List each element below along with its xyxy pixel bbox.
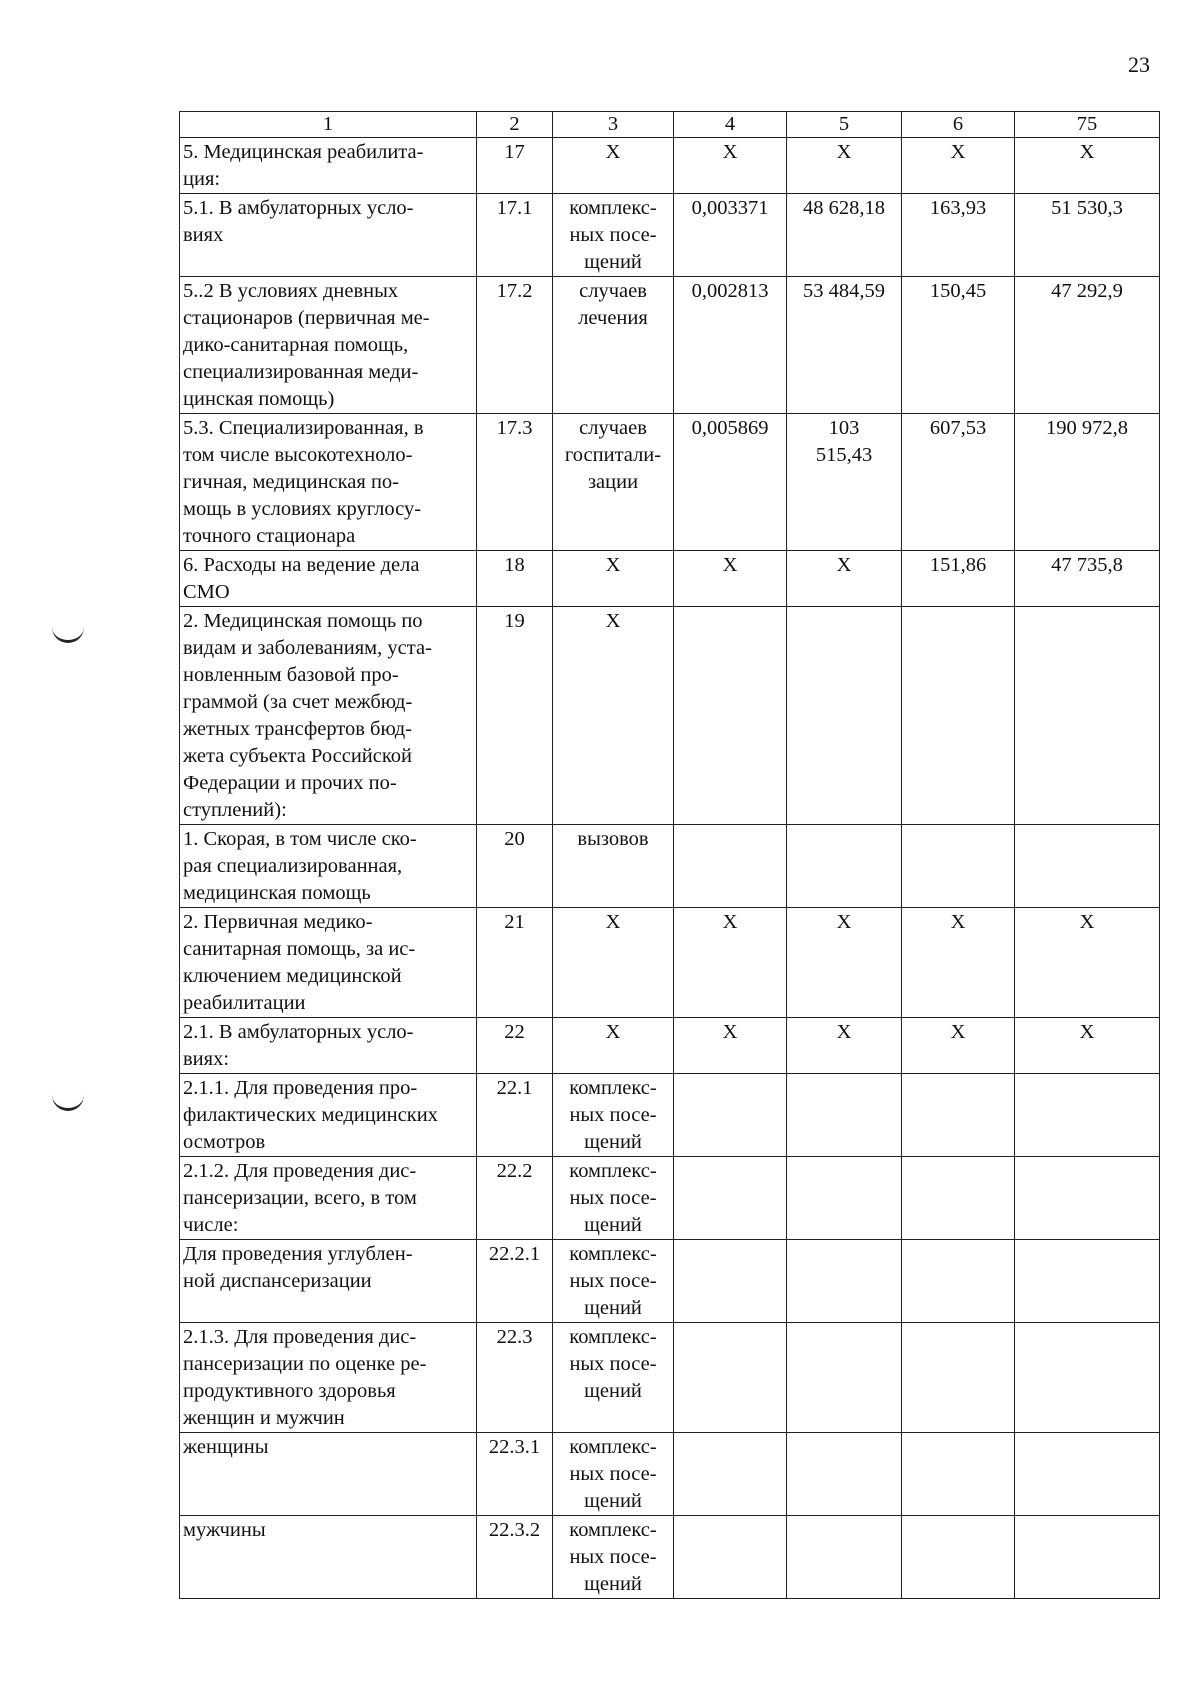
table-row [180,414,1160,551]
unit-cell: случаев лечения [553,277,674,414]
row-number-cell: 22.3.1 [477,1433,553,1516]
indicator-name-cell: 2.1.2. Для проведения дис- пансеризации, всего, в том числе: [180,1157,477,1240]
row-number-cell: 17.1 [477,194,553,277]
value-cell: X [787,138,902,194]
value-cell: 0,003371 [674,194,787,277]
value-cell: X [674,138,787,194]
row-number-cell: 22.2.1 [477,1240,553,1323]
indicator-name-cell: мужчины [180,1516,477,1599]
value-cell [674,825,787,908]
value-cell [787,1433,902,1516]
value-cell [674,1074,787,1157]
unit-cell: комплекс- ных посе- щений [553,1074,674,1157]
value-cell: 151,86 [902,551,1015,607]
value-cell [787,1240,902,1323]
value-cell: X [902,908,1015,1018]
table-row [180,607,1160,825]
value-cell [674,1323,787,1433]
row-number-cell: 22.3.2 [477,1516,553,1599]
value-cell: 150,45 [902,277,1015,414]
header-cell: 3 [553,112,674,138]
value-cell: X [674,1018,787,1074]
value-cell: 607,53 [902,414,1015,551]
value-cell [674,1433,787,1516]
unit-cell: вызовов [553,825,674,908]
header-cell: 4 [674,112,787,138]
table-row [180,1074,1160,1157]
page-number: 23 [1128,52,1150,77]
value-cell: X [674,908,787,1018]
value-cell [1015,1240,1160,1323]
indicator-name-cell: 2. Медицинская помощь по видам и заболеваниям, уста- новленным базовой про- граммой (за счет межбюд- жетных трансфертов бюд- жета субъекта Российской Федерации и прочих по- ступлений): [180,607,477,825]
row-number-cell: 17.2 [477,277,553,414]
row-number-cell: 17 [477,138,553,194]
table-row [180,1240,1160,1323]
row-number-cell: 22 [477,1018,553,1074]
indicator-name-cell: 2.1.3. Для проведения дис- пансеризации по оценке ре- продуктивного здоровья женщин и мужчин [180,1323,477,1433]
row-number-cell: 18 [477,551,553,607]
row-number-cell: 22.1 [477,1074,553,1157]
value-cell [1015,825,1160,908]
value-cell [787,1516,902,1599]
indicator-name-cell: 5.1. В амбулаторных усло- виях [180,194,477,277]
value-cell: X [787,908,902,1018]
value-cell [1015,1516,1160,1599]
unit-cell: комплекс- ных посе- щений [553,1240,674,1323]
table-row [180,1516,1160,1599]
value-cell [902,1157,1015,1240]
value-cell: 47 735,8 [1015,551,1160,607]
header-cell: 6 [902,112,1015,138]
value-cell [787,1157,902,1240]
unit-cell: комплекс- ных посе- щений [553,1433,674,1516]
value-cell: X [902,138,1015,194]
value-cell: 0,002813 [674,277,787,414]
unit-cell: комплекс- ных посе- щений [553,194,674,277]
row-number-cell: 19 [477,607,553,825]
value-cell [1015,1157,1160,1240]
margin-mark-icon [52,626,84,643]
indicator-name-cell: женщины [180,1433,477,1516]
row-number-cell: 22.2 [477,1157,553,1240]
header-cell: 75 [1015,112,1160,138]
table-row [180,138,1160,194]
value-cell [902,1240,1015,1323]
indicator-name-cell: 5.3. Специализированная, в том числе высокотехноло- гичная, медицинская по- мощь в условиях круглосу- точного стационара [180,414,477,551]
value-cell [787,825,902,908]
indicator-name-cell: 5. Медицинская реабилита- ция: [180,138,477,194]
value-cell [1015,607,1160,825]
unit-cell: X [553,908,674,1018]
unit-cell: X [553,138,674,194]
value-cell [1015,1074,1160,1157]
value-cell [674,607,787,825]
table-row [180,277,1160,414]
table-row [180,194,1160,277]
value-cell [902,607,1015,825]
header-cell: 5 [787,112,902,138]
value-cell: 163,93 [902,194,1015,277]
table-header-row [180,112,1160,138]
unit-cell: комплекс- ных посе- щений [553,1516,674,1599]
value-cell [902,1433,1015,1516]
indicator-name-cell: 5..2 В условиях дневных стационаров (первичная ме- дико-санитарная помощь, специализированная меди- цинская помощь) [180,277,477,414]
indicator-name-cell: 2.1. В амбулаторных усло- виях: [180,1018,477,1074]
value-cell: 53 484,59 [787,277,902,414]
indicator-name-cell: Для проведения углублен- ной диспансеризации [180,1240,477,1323]
value-cell [787,1323,902,1433]
value-cell: X [902,1018,1015,1074]
unit-cell: комплекс- ных посе- щений [553,1157,674,1240]
value-cell: 51 530,3 [1015,194,1160,277]
indicator-name-cell: 2.1.1. Для проведения про- филактических медицинских осмотров [180,1074,477,1157]
value-cell: 48 628,18 [787,194,902,277]
value-cell [902,1516,1015,1599]
table-row [180,1323,1160,1433]
table-row [180,1157,1160,1240]
value-cell [674,1157,787,1240]
row-number-cell: 21 [477,908,553,1018]
value-cell [902,825,1015,908]
value-cell: 103 515,43 [787,414,902,551]
header-cell: 1 [180,112,477,138]
value-cell: X [1015,138,1160,194]
header-cell: 2 [477,112,553,138]
value-cell: X [787,1018,902,1074]
value-cell [902,1074,1015,1157]
indicator-name-cell: 2. Первичная медико- санитарная помощь, за ис- ключением медицинской реабилитации [180,908,477,1018]
value-cell [674,1240,787,1323]
value-cell [787,1074,902,1157]
indicator-name-cell: 1. Скорая, в том числе ско- рая специализированная, медицинская помощь [180,825,477,908]
table-row [180,551,1160,607]
value-cell [787,607,902,825]
table-row [180,825,1160,908]
margin-mark-icon [52,1094,84,1111]
value-cell [1015,1433,1160,1516]
row-number-cell: 20 [477,825,553,908]
value-cell: X [1015,908,1160,1018]
value-cell: 47 292,9 [1015,277,1160,414]
row-number-cell: 22.3 [477,1323,553,1433]
value-cell [1015,1323,1160,1433]
row-number-cell: 17.3 [477,414,553,551]
value-cell: X [1015,1018,1160,1074]
unit-cell: X [553,607,674,825]
value-cell: 0,005869 [674,414,787,551]
indicator-name-cell: 6. Расходы на ведение дела СМО [180,551,477,607]
table-row [180,1433,1160,1516]
table-row [180,908,1160,1018]
value-cell: X [787,551,902,607]
value-cell: X [674,551,787,607]
data-table [179,111,1160,1599]
unit-cell: X [553,551,674,607]
value-cell: 190 972,8 [1015,414,1160,551]
unit-cell: X [553,1018,674,1074]
unit-cell: комплекс- ных посе- щений [553,1323,674,1433]
unit-cell: случаев госпитали- зации [553,414,674,551]
value-cell [902,1323,1015,1433]
table-row [180,1018,1160,1074]
value-cell [674,1516,787,1599]
